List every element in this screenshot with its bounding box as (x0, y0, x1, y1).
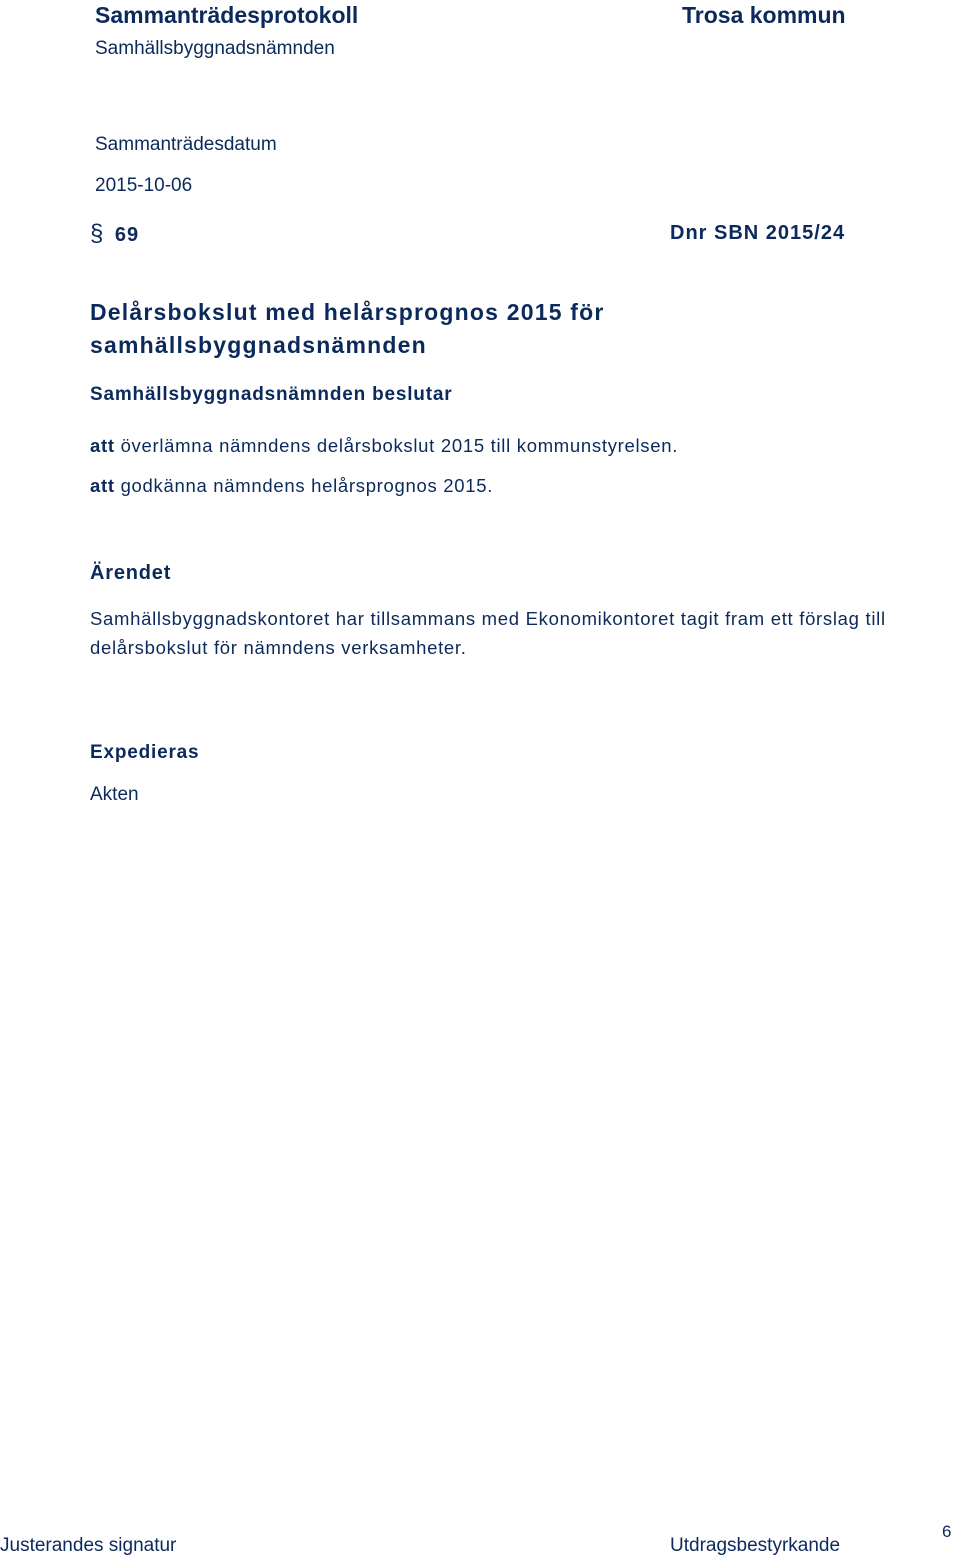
expedieras-heading: Expedieras (90, 742, 200, 763)
case-title: Delårsbokslut med helårsprognos 2015 för samhällsbyggnadsnämnden (90, 299, 605, 358)
expedieras-recipient: Akten (90, 784, 139, 805)
decision-prefix: att (90, 435, 115, 456)
arendet-text: Samhällsbyggnadskontoret har tillsammans med Ekonomikontoret tagit fram ett förslag till delårsbokslut för nämndens verksamheter. (90, 608, 886, 658)
document-title: Sammanträdesprotokoll (95, 2, 359, 28)
decision-heading: Samhällsbyggnadsnämnden beslutar (90, 384, 453, 405)
decision-text: överlämna nämndens delårsbokslut 2015 till kommunstyrelsen. (120, 435, 679, 456)
section-sign: § (90, 220, 105, 247)
committee-name: Samhällsbyggnadsnämnden (95, 38, 335, 59)
decision-item (90, 435, 678, 457)
arendet-heading: Ärendet (90, 562, 172, 584)
footer-attestation-label: Utdragsbestyrkande (670, 1535, 841, 1556)
page-number: 6 (942, 1522, 952, 1541)
meeting-date-label: Sammanträdesdatum (95, 134, 277, 155)
municipality-name: Trosa kommun (682, 2, 846, 28)
diary-number: Dnr SBN 2015/24 (670, 222, 846, 244)
decision-text: godkänna nämndens helårsprognos 2015. (120, 475, 494, 496)
decision-prefix: att (90, 475, 115, 496)
decision-item (90, 475, 493, 497)
paragraph-number (90, 220, 139, 248)
footer-signature-label: Justerandes signatur (0, 1535, 177, 1556)
paragraph-number-value: 69 (114, 224, 140, 246)
meeting-date-value: 2015-10-06 (95, 175, 193, 196)
